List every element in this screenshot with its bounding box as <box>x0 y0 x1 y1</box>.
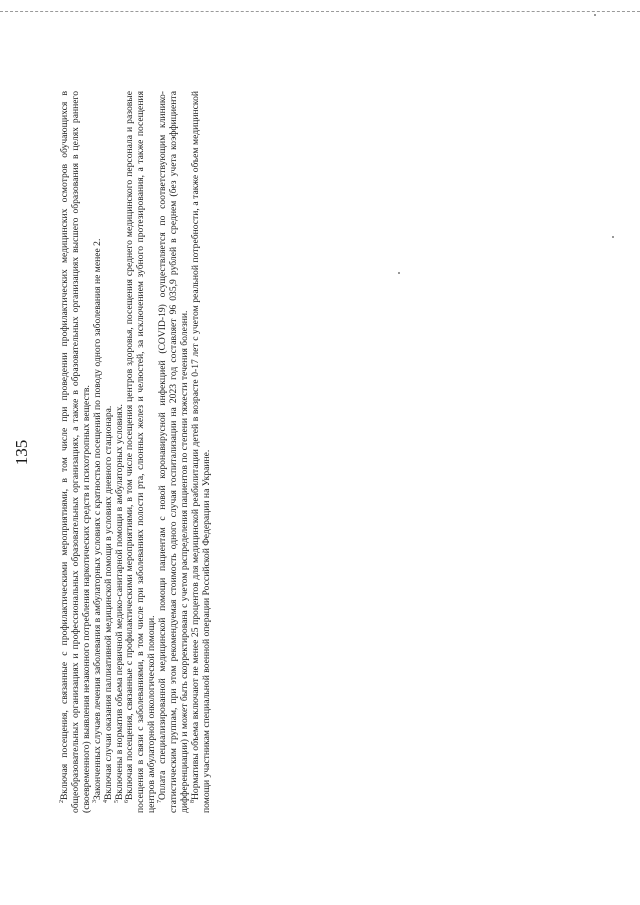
page-number: 135 <box>12 439 31 466</box>
footnote-text: Включая случаи оказания паллиативной медицинской помощи в условиях дневного стационара. <box>102 405 114 800</box>
footnote-mark: 2 <box>59 800 65 803</box>
footnote-text: Нормативы объема включают не менее 25 процентов для медицинской реабилитации детей в возрасте 0-17 лет с учетом реальной потребности, а также объем медицинской помощи участникам специальной военной операции Российской Федерации на Украине. <box>189 91 212 813</box>
footnote-mark: 3 <box>91 800 98 803</box>
footnote-text: Включая посещения, связанные с профилактическими мероприятиями, в том числе посещения центров здоровья, посещения среднего медицинского персонала и разовые посещения в связи с заболеваниями, в том числе при заболеваниях полости рта, слюнных желез и челюстей, за исключением зубного протезирования, а также посещения центров амбулаторной онкологической помощи. <box>124 91 158 813</box>
footnote-mark: 7 <box>157 800 164 803</box>
footnote-text: Законченных случаев лечения заболевания в амбулаторных условиях с кратностью посещений по поводу одного заболевания не менее 2. <box>91 238 103 800</box>
footnote-6 <box>125 91 158 813</box>
footnotes-block <box>60 91 213 813</box>
footnote-2 <box>60 91 93 813</box>
footnote-text: Включены в норматив объема первичной медико-санитарной помощи в амбулаторных условиях. <box>113 404 125 800</box>
footnote-mark: 4 <box>102 800 109 803</box>
footnote-mark: 5 <box>113 800 120 803</box>
footnote-7 <box>158 91 191 813</box>
footnote-mark: 8 <box>189 800 196 803</box>
footnote-text: Оплата специализированной медицинской помощи пациентам с новой коронавирусной инфекцией (COVID-19) осуществляется по соответствующим клинико-статистическим группам, при этом рекомендуемая стоимость одного случая госпитализации на 2023 год составляет 96 035,9 рублей в среднем (без учета коэффициента дифференциации) и может быть скорректирована с учетом распределения пациентов по степени тяжести течения болезни. <box>157 91 190 813</box>
footnote-mark: 6 <box>124 800 131 803</box>
footnote-text: Включая посещения, связанные с профилактическими мероприятиями, в том числе при проведении профилактических медицинских осмотров обучающихся в общеобразовательных организациях и профессиональных образовательных организациях, а также в образовательных организациях высшего образования в целях раннего (своевременного) выявления незаконного потребления наркотических средств и психотропных веществ. <box>59 91 92 813</box>
footnote-8 <box>191 91 213 813</box>
